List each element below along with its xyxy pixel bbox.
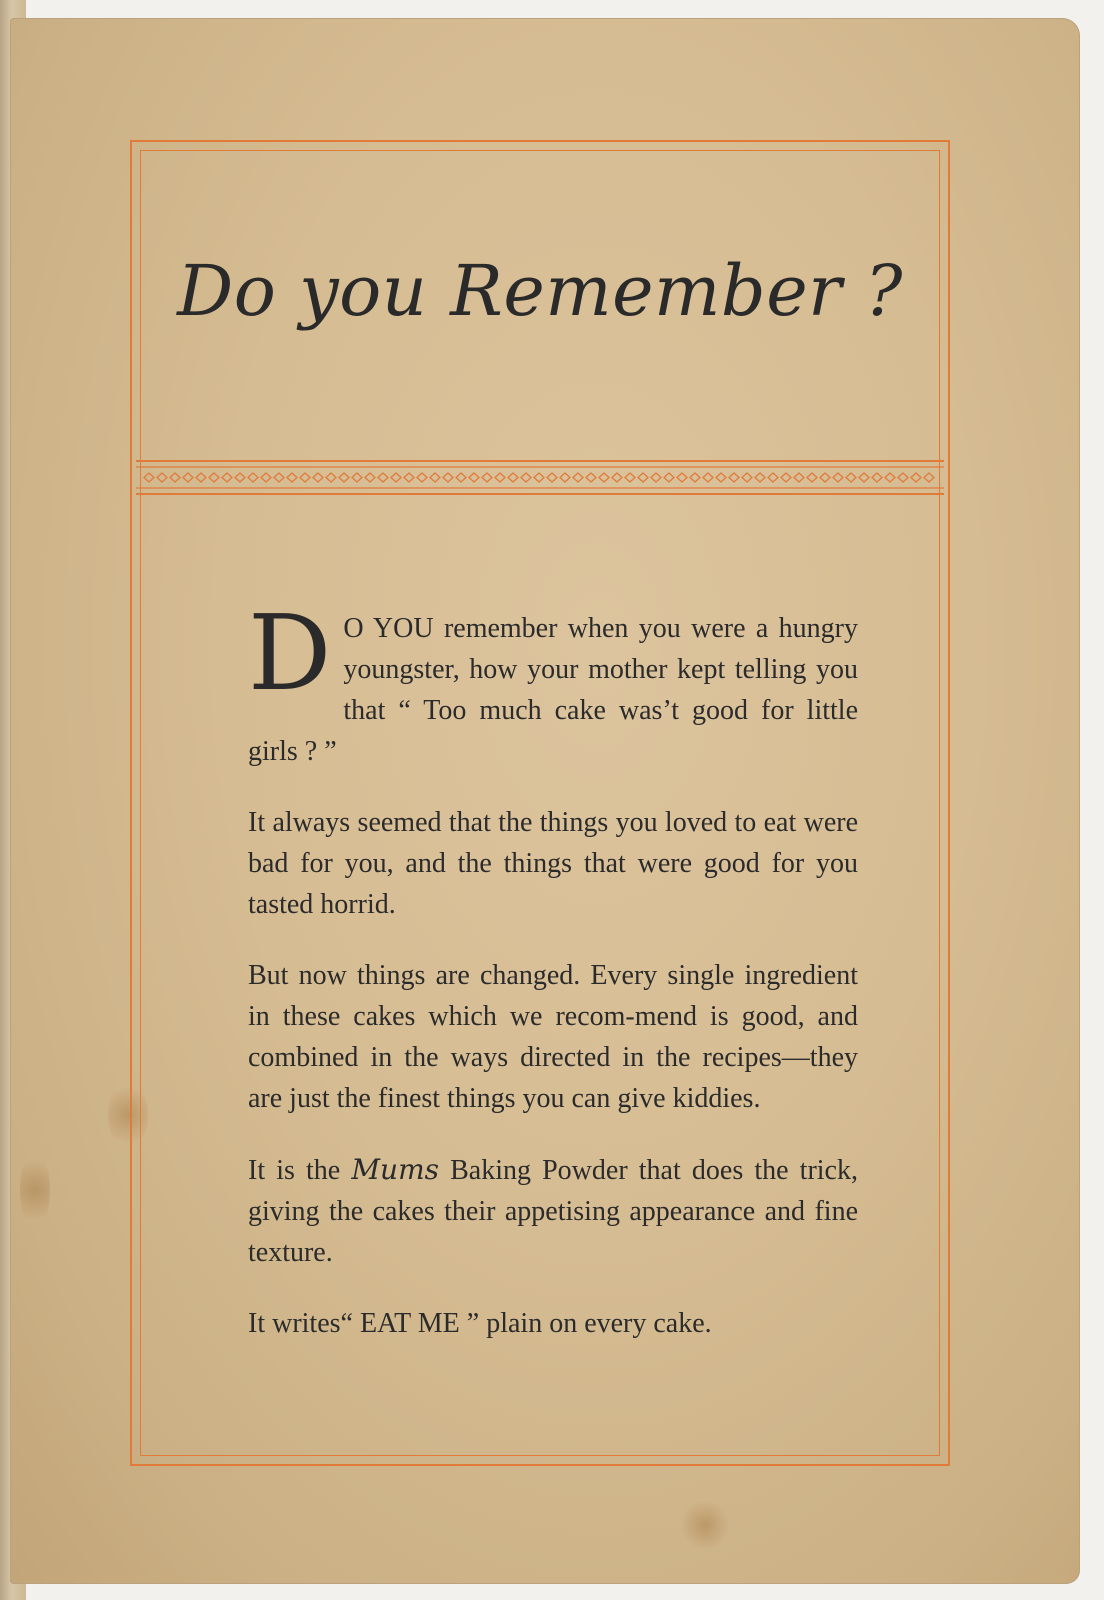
diamond-ornament xyxy=(196,473,206,482)
brand-name: Mums xyxy=(351,1153,439,1186)
diamond-ornament xyxy=(599,473,609,482)
diamond-ornament xyxy=(755,473,765,482)
diamond-ornament xyxy=(261,473,271,482)
diamond-ornament xyxy=(534,473,544,482)
diamond-ornament xyxy=(456,473,466,482)
diamond-ornament xyxy=(170,473,180,482)
diamond-ornament xyxy=(248,473,258,482)
diamond-ornament xyxy=(560,473,570,482)
diamond-ornament xyxy=(339,473,349,482)
diamond-ornament xyxy=(781,473,791,482)
diamond-ornament xyxy=(911,473,921,482)
diamond-ornament xyxy=(495,473,505,482)
paragraph-3: But now things are changed. Every single ingredient in these cakes which we recom-mend is good, and combined in the ways directed in the recipes—they are just the finest things you can give kiddies. xyxy=(248,960,858,1114)
diamond-ornament xyxy=(742,473,752,482)
paper-stain xyxy=(680,1500,730,1550)
diamond-ornament xyxy=(391,473,401,482)
diamond-ornament xyxy=(183,473,193,482)
diamond-ornament xyxy=(287,473,297,482)
diamond-ornament xyxy=(300,473,310,482)
diamond-ornament xyxy=(612,473,622,482)
diamond-ornament xyxy=(508,473,518,482)
diamond-ornament xyxy=(326,473,336,482)
paragraph-2: It always seemed that the things you loved to eat were bad for you, and the things that were good for you tasted horrid. xyxy=(248,807,858,920)
diamond-ornament xyxy=(586,473,596,482)
diamond-ornament xyxy=(430,473,440,482)
diamond-ornament xyxy=(521,473,531,482)
drop-cap: D xyxy=(248,592,332,714)
diamond-ornament xyxy=(378,473,388,482)
diamond-ornament xyxy=(833,473,843,482)
diamond-ornament xyxy=(677,473,687,482)
diamond-ornament xyxy=(664,473,674,482)
diamond-ornament xyxy=(625,473,635,482)
diamond-ornament xyxy=(209,473,219,482)
diamond-ornament xyxy=(352,473,362,482)
diamond-ornament xyxy=(872,473,882,482)
diamond-ornament xyxy=(222,473,232,482)
ornamental-divider xyxy=(136,458,944,506)
diamond-ornament xyxy=(313,473,323,482)
page-title: Do you Remember ? xyxy=(177,250,903,332)
diamond-ornament xyxy=(807,473,817,482)
diamond-ornament xyxy=(469,473,479,482)
diamond-ornament xyxy=(716,473,726,482)
diamond-ornament xyxy=(651,473,661,482)
body-text xyxy=(248,592,858,1374)
diamond-ornament xyxy=(820,473,830,482)
diamond-ornament xyxy=(768,473,778,482)
diamond-ornament xyxy=(157,473,167,482)
diamond-ornament xyxy=(573,473,583,482)
diamond-ornament xyxy=(417,473,427,482)
diamond-ornament xyxy=(703,473,713,482)
diamond-ornament xyxy=(794,473,804,482)
paragraph-4-text: Baking Powder that does the trick, giving the cakes their appetising appearance and fine texture. xyxy=(248,1155,858,1268)
diamond-ornament xyxy=(846,473,856,482)
diamond-ornament xyxy=(404,473,414,482)
diamond-ornament xyxy=(729,473,739,482)
diamond-ornament xyxy=(144,473,154,482)
paragraph-1 xyxy=(248,592,858,772)
paragraph-1-text: O YOU remember when you were a hungry youngster, how your mother kept telling you that “ Too much cake was’t good for little girls ? ” xyxy=(248,613,858,767)
diamond-ornament xyxy=(690,473,700,482)
diamond-ornament xyxy=(898,473,908,482)
diamond-ornament xyxy=(924,473,934,482)
diamond-ornament xyxy=(859,473,869,482)
diamond-ornament xyxy=(235,473,245,482)
diamond-ornament xyxy=(365,473,375,482)
paragraph-4-lead: It is the xyxy=(248,1155,352,1186)
paragraph-5: It writes“ EAT ME ” plain on every cake. xyxy=(248,1308,712,1339)
diamond-ornament xyxy=(885,473,895,482)
diamond-ornament xyxy=(638,473,648,482)
diamond-ornament xyxy=(443,473,453,482)
paragraph-4 xyxy=(248,1149,858,1273)
diamond-ornament xyxy=(547,473,557,482)
diamond-ornament xyxy=(482,473,492,482)
diamond-pattern xyxy=(144,473,934,482)
paper-stain xyxy=(20,1150,50,1230)
diamond-ornament xyxy=(274,473,284,482)
